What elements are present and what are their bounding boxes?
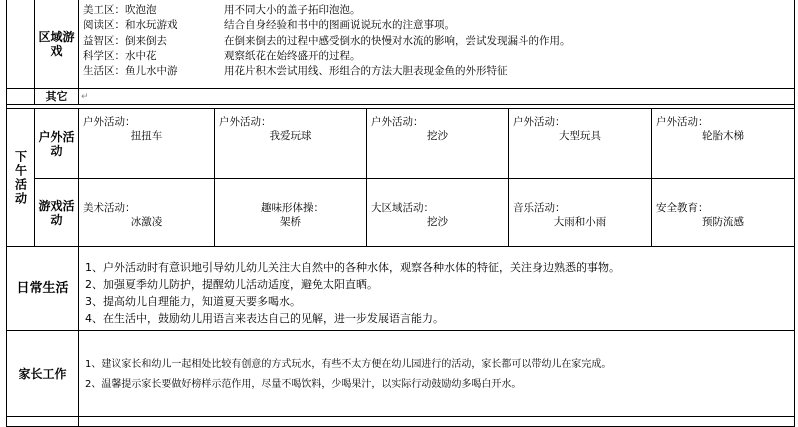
area-item xyxy=(79,64,794,79)
area-name: 美工区：吹泡泡 xyxy=(83,4,157,16)
parents-line: 2、温馨提示家长要做好榜样示范作用，尽量不喝饮料，少喝果汁，以实际行动鼓励幼多喝白开水。 xyxy=(85,379,522,390)
paragraph-mark-icon: ↵ xyxy=(81,92,89,102)
outdoor-cell xyxy=(652,109,795,179)
area-desc: 在倒来倒去的过程中感受倒水的快慢对水流的影响，尝试发现漏斗的作用。 xyxy=(224,34,571,47)
activity-value: 大雨和小雨 xyxy=(553,216,607,228)
daily-life-header: 日常生活 xyxy=(7,247,79,331)
games-header: 游戏活动 xyxy=(35,179,79,247)
area-item xyxy=(79,18,794,33)
other-left-cell xyxy=(7,89,35,105)
game-cell xyxy=(509,179,652,247)
activity-value: 预防流感 xyxy=(702,216,745,228)
area-name: 阅读区：和水玩游戏 xyxy=(83,19,178,32)
activity-value: 轮胎木梯 xyxy=(702,130,745,142)
weekly-plan-table xyxy=(6,0,795,427)
activity-value: 我爱玩球 xyxy=(269,130,312,142)
area-item xyxy=(79,34,794,49)
activity-value: 挖沙 xyxy=(427,130,448,142)
daily-life-line: 2、加强夏季幼儿防护，提醒幼儿活动适度，避免太阳直晒。 xyxy=(85,278,378,291)
outdoor-cell xyxy=(367,109,509,179)
area-desc: 结合自身经验和书中的图画说说玩水的注意事项。 xyxy=(224,19,455,32)
activity-label: 户外活动： xyxy=(513,116,566,128)
activity-value: 扭扭车 xyxy=(130,130,163,142)
game-cell xyxy=(367,179,509,247)
area-desc: 观察纸花在始终盛开的过程。 xyxy=(224,49,361,62)
area-games-content xyxy=(79,0,795,89)
area-games-header: 区域游戏 xyxy=(35,0,79,89)
activity-label: 户外活动： xyxy=(219,116,272,128)
daily-life-line: 3、提高幼儿自理能力，知道夏天要多喝水。 xyxy=(85,295,301,308)
activity-value: 挖沙 xyxy=(427,216,448,228)
activity-value: 冰激凌 xyxy=(130,216,163,228)
daily-life-line: 4、在生活中，鼓励幼儿用语言来表达自己的见解，进一步发展语言能力。 xyxy=(85,312,444,325)
outdoor-header: 户外活动 xyxy=(35,109,79,179)
game-cell xyxy=(79,179,215,247)
parents-line: 1、建议家长和幼儿一起相处比较有创意的方式玩水，有些不太方便在幼儿园进行的活动，家长都可以带幼儿在家完成。 xyxy=(85,359,612,370)
afternoon-header: 下午活动 xyxy=(7,109,35,247)
game-cell xyxy=(652,179,795,247)
activity-label: 户外活动： xyxy=(83,116,136,128)
daily-life-line: 1、户外活动时有意识地引导幼儿幼儿关注大自然中的各种水体，观察各种水体的特征，关注身边熟悉的事物。 xyxy=(85,261,620,274)
activity-label: 户外活动： xyxy=(656,116,709,128)
daily-life-content xyxy=(79,247,795,331)
parents-header: 家长工作 xyxy=(7,331,79,417)
activity-value: 大型玩具 xyxy=(559,130,601,142)
other-content xyxy=(79,89,795,105)
parents-content xyxy=(79,331,795,417)
outdoor-cell xyxy=(215,109,367,179)
area-name: 益智区：倒来倒去 xyxy=(83,34,167,47)
outdoor-cell xyxy=(509,109,652,179)
area-item xyxy=(79,49,794,64)
area-name: 科学区：水中花 xyxy=(83,49,157,62)
area-desc: 用不同大小的盖子拓印泡泡。 xyxy=(224,4,361,16)
outdoor-cell xyxy=(79,109,215,179)
area-desc: 用花片积木尝试用线、形组合的方法大胆表现金鱼的外形特征 xyxy=(224,65,508,78)
other-header: 其它 xyxy=(35,89,79,105)
activity-label: 安全教育： xyxy=(656,202,709,214)
area-games-left-cell xyxy=(7,0,35,89)
area-item xyxy=(79,3,794,18)
activity-label: 音乐活动： xyxy=(513,202,566,214)
area-name: 生活区：鱼儿水中游 xyxy=(83,65,178,78)
activity-value: 架桥 xyxy=(280,216,301,228)
game-cell xyxy=(215,179,367,247)
activity-label: 大区域活动： xyxy=(371,202,434,214)
activity-label: 户外活动： xyxy=(371,116,424,128)
activity-label: 趣味形体操： xyxy=(261,202,324,214)
activity-label: 美术活动： xyxy=(83,202,136,214)
